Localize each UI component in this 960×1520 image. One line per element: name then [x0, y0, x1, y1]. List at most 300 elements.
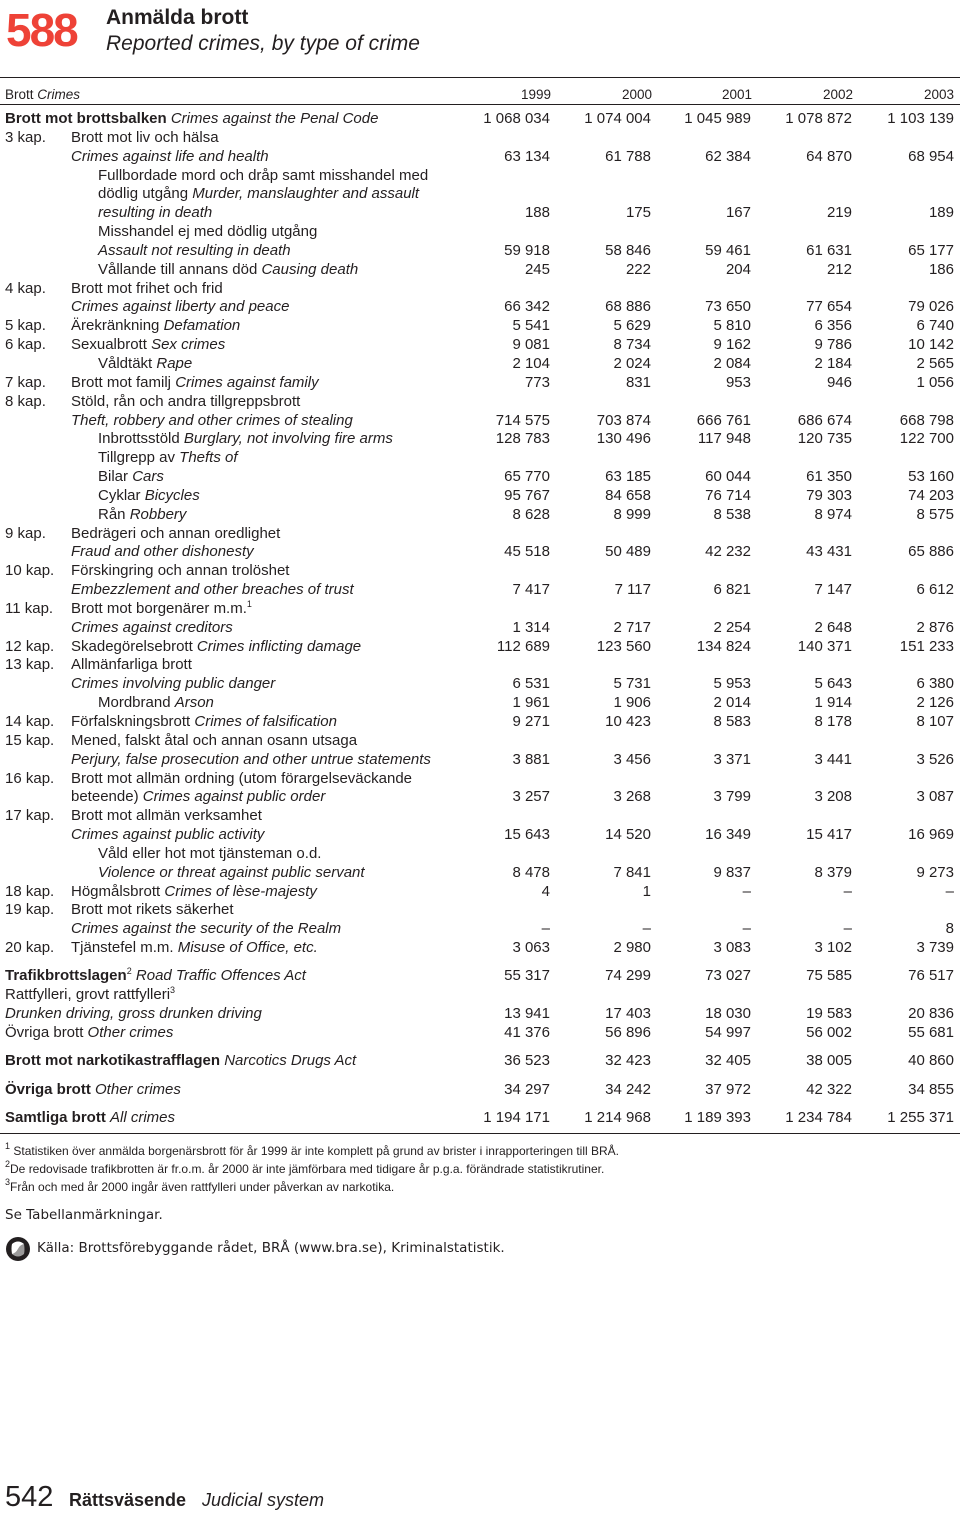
footnotes [5, 1142, 619, 1196]
value-cell: 1 074 004 [584, 110, 651, 127]
value-cell [858, 449, 960, 468]
value-cell [858, 167, 960, 186]
row-label-sv: Inbrottsstöld [98, 430, 180, 448]
row-label-en: All crimes [110, 1109, 176, 1127]
value-cell [757, 167, 858, 186]
value-cell: 4 [541, 882, 550, 900]
value-cell [757, 449, 858, 468]
row-label [0, 148, 455, 167]
chapter-number: 19 kap. [5, 901, 55, 919]
row-label-sv: beteende) [71, 788, 139, 806]
row-label-sv: Skadegörelsebrott [71, 637, 193, 655]
row-label [0, 751, 455, 770]
chapter-number: 6 kap. [5, 336, 46, 354]
value-cell: 3 371 [713, 750, 751, 768]
spacer-cell [0, 1043, 960, 1053]
value-cell [556, 807, 657, 826]
value-cell: 8 999 [613, 505, 651, 523]
value-cell: 7 147 [814, 581, 852, 599]
chapter-number: 10 kap. [5, 562, 55, 580]
row-label [0, 788, 455, 807]
table-row [0, 543, 960, 562]
value-cell [455, 185, 556, 204]
value-cell [858, 732, 960, 751]
value-cell: 53 160 [908, 468, 954, 486]
value-cell: 953 [725, 373, 751, 391]
value-cell: 175 [625, 204, 651, 222]
row-label [0, 864, 455, 883]
row-label-en: Causing death [261, 260, 359, 278]
value-cell: 668 798 [899, 411, 954, 429]
value-cell: 6 612 [916, 581, 954, 599]
value-cell [757, 901, 858, 920]
row-label-sv: Brott mot borgenärer m.m. [71, 599, 247, 617]
value-cell [657, 129, 757, 148]
value-cell: 1 194 171 [483, 1109, 550, 1127]
value-cell: 15 417 [806, 826, 852, 844]
row-label-en: Crimes against the Penal Code [170, 110, 379, 127]
value-cell: 95 767 [504, 486, 550, 504]
value-cell [455, 525, 556, 544]
value-cell: 3 441 [814, 750, 852, 768]
row-label-en: Thefts of [179, 449, 238, 467]
value-cell [657, 167, 757, 186]
value-cell: 3 456 [613, 750, 651, 768]
value-cell [858, 525, 960, 544]
value-cell: 74 203 [908, 486, 954, 504]
row-label [0, 317, 455, 336]
column-label-en: Crimes [37, 87, 81, 102]
value-cell: 63 185 [605, 468, 651, 486]
source-text: Källa: Brottsförebyggande rådet, BRÅ (www.bra.se), Kriminalstatistik. [37, 1240, 505, 1256]
table-row [0, 600, 960, 619]
value-cell: 58 846 [605, 241, 651, 259]
value-cell: 8 178 [814, 713, 852, 730]
row-label-en: Crimes against creditors [71, 618, 233, 636]
value-cell: 62 384 [705, 147, 751, 165]
table-row [0, 826, 960, 845]
value-cell: 1 068 034 [483, 110, 550, 127]
row-label-en: Embezzlement and other breaches of trust [71, 581, 354, 599]
value-cell [455, 167, 556, 186]
row-label-sv: Högmålsbrott [71, 882, 161, 900]
value-cell [858, 656, 960, 675]
value-cell: 75 585 [806, 967, 852, 985]
section-title-en: Judicial system [202, 1490, 325, 1510]
value-cell: 61 631 [806, 241, 852, 259]
row-label [0, 430, 455, 449]
value-cell: 1 078 872 [785, 110, 852, 127]
value-cell: 1 045 989 [684, 110, 751, 127]
row-label-sv: Brott mot allmän ordning (utom förargelseväckande [71, 769, 413, 787]
value-cell: 1 906 [613, 694, 651, 712]
value-cell: 40 860 [908, 1052, 954, 1070]
row-label [0, 826, 455, 845]
table-row [0, 901, 960, 920]
value-cell [556, 167, 657, 186]
value-cell: 212 [826, 260, 852, 278]
value-cell: 10 142 [908, 336, 954, 354]
value-cell: 66 342 [504, 298, 550, 316]
value-cell [657, 732, 757, 751]
table-row [0, 1005, 960, 1024]
row-label-sv: Allmänfarliga brott [71, 656, 192, 674]
value-cell: 59 918 [504, 241, 550, 259]
value-cell: 5 643 [814, 675, 852, 693]
value-cell: 1 961 [512, 694, 550, 712]
footnote-mark: 2 [5, 1159, 11, 1169]
row-label-en: Crimes against family [175, 373, 319, 391]
value-cell: 2 014 [713, 694, 751, 712]
chapter-number: 13 kap. [5, 656, 55, 674]
value-cell: 76 714 [705, 486, 751, 504]
row-label-sv: Mordbrand [98, 694, 171, 712]
table-row [0, 883, 960, 902]
value-cell [455, 129, 556, 148]
value-cell [657, 901, 757, 920]
value-cell: 64 870 [806, 147, 852, 165]
row-label [0, 298, 455, 317]
value-cell: 9 081 [512, 336, 550, 354]
value-cell [455, 656, 556, 675]
value-cell [556, 901, 657, 920]
row-label-en: Crimes involving public danger [71, 675, 276, 693]
value-cell [657, 770, 757, 789]
table-row [0, 807, 960, 826]
value-cell [556, 732, 657, 751]
row-label-sv: Brott mot frihet och frid [71, 279, 223, 297]
table-row [0, 656, 960, 675]
column-header-rule [0, 104, 960, 105]
value-cell: – [843, 882, 852, 900]
value-cell [455, 901, 556, 920]
value-cell: 686 674 [797, 411, 852, 429]
row-label [0, 581, 455, 600]
table-row [0, 562, 960, 581]
row-label-en: Other crimes [87, 1024, 174, 1041]
value-cell: 5 731 [613, 675, 651, 693]
row-label [0, 920, 455, 939]
value-cell [657, 280, 757, 299]
row-label-sv: Tjänstefel m.m. [71, 939, 174, 957]
value-cell: 8 628 [512, 505, 550, 523]
row-label-en: Murder, manslaughter and assault [192, 185, 420, 203]
value-cell: 8 974 [814, 505, 852, 523]
row-label [0, 1081, 455, 1100]
value-cell [757, 600, 858, 619]
scb-logo-icon [5, 1236, 31, 1262]
table-row [0, 713, 960, 732]
row-label [0, 336, 455, 355]
footnote-reference: 2 [126, 966, 132, 977]
value-cell: 7 417 [512, 581, 550, 599]
row-label [0, 185, 455, 204]
row-label-en: Narcotics Drugs Act [224, 1052, 357, 1070]
value-cell [858, 807, 960, 826]
value-cell [556, 770, 657, 789]
value-cell: – [742, 882, 751, 900]
table-row [0, 148, 960, 167]
footnote-text: Statistiken över anmälda borgenärsbrott för år 1999 är inte komplett på grund av brister i inrapporteringen till BRÅ. [13, 1144, 620, 1158]
row-label [0, 242, 455, 261]
value-cell: 204 [725, 260, 751, 278]
value-cell: 2 024 [613, 354, 651, 372]
value-cell: 2 565 [916, 354, 954, 372]
chapter-number: 15 kap. [5, 731, 55, 749]
table-row [0, 845, 960, 864]
value-cell: 55 317 [504, 967, 550, 985]
row-label-sv: Bedrägeri och annan oredlighet [71, 524, 281, 542]
value-cell: 56 896 [605, 1024, 651, 1041]
value-cell: 73 650 [705, 298, 751, 316]
table-row [0, 468, 960, 487]
table-row [0, 336, 960, 355]
table-row [0, 242, 960, 261]
table-row [0, 261, 960, 280]
table-bottom-rule [0, 1133, 960, 1134]
value-cell [455, 280, 556, 299]
row-label [0, 807, 455, 826]
table-row [0, 298, 960, 317]
value-cell: 8 379 [814, 863, 852, 881]
row-label [0, 1005, 455, 1024]
chapter-number: 8 kap. [5, 392, 46, 410]
row-label [0, 939, 455, 958]
value-cell: 219 [826, 204, 852, 222]
value-cell [657, 449, 757, 468]
row-label-en: Burglary, not involving fire arms [183, 430, 393, 448]
row-label-en: Assault not resulting in death [98, 241, 291, 259]
chapter-number: 14 kap. [5, 713, 55, 730]
value-cell: 3 799 [713, 788, 751, 806]
value-cell [757, 770, 858, 789]
value-cell: 34 855 [908, 1080, 954, 1098]
row-label-sv: Brott mot rikets säkerhet [71, 901, 234, 919]
table-notes-reference: Se Tabellanmärkningar. [5, 1207, 163, 1223]
value-cell: 9 786 [814, 336, 852, 354]
table-row [0, 374, 960, 393]
value-cell [556, 562, 657, 581]
value-cell: 6 356 [814, 317, 852, 335]
table-row [0, 506, 960, 525]
row-label-sv: Våld eller hot mot tjänsteman o.d. [98, 844, 322, 862]
value-cell [556, 223, 657, 242]
row-label-en: Defamation [163, 317, 241, 335]
table-row [0, 581, 960, 600]
footnote-text: De redovisade trafikbrotten är fr.o.m. år 2000 är inte jämförbara med tidigare år p.g.a. förändrade statistikrutiner. [10, 1162, 605, 1176]
value-cell [858, 562, 960, 581]
value-cell: 3 257 [512, 788, 550, 806]
column-header-year: 2000 [621, 87, 652, 102]
value-cell: 59 461 [705, 241, 751, 259]
value-cell: 122 700 [899, 430, 954, 448]
row-label-en: Crimes against public order [142, 788, 326, 806]
value-cell: 140 371 [797, 637, 852, 655]
row-label [0, 129, 455, 148]
table-row [0, 412, 960, 431]
chapter-number: 18 kap. [5, 882, 55, 900]
value-cell [657, 656, 757, 675]
value-cell [556, 449, 657, 468]
row-label-en: Crimes against liberty and peace [71, 298, 290, 316]
row-label-sv: Förskingring och annan trolöshet [71, 562, 290, 580]
row-label-en: Crimes of falsification [194, 713, 337, 730]
table-row [0, 204, 960, 223]
column-header-year: 2003 [923, 87, 954, 102]
value-cell: 54 997 [705, 1024, 751, 1041]
value-cell: 2 104 [512, 354, 550, 372]
value-cell [657, 393, 757, 412]
chapter-number: 12 kap. [5, 637, 55, 655]
row-label [0, 1052, 455, 1071]
value-cell [556, 986, 657, 1005]
value-cell [757, 986, 858, 1005]
value-cell [657, 600, 757, 619]
value-cell: 6 821 [713, 581, 751, 599]
value-cell: 41 376 [504, 1024, 550, 1041]
value-cell: 6 531 [512, 675, 550, 693]
row-label [0, 110, 455, 129]
value-cell [757, 845, 858, 864]
value-cell: 68 886 [605, 298, 651, 316]
table-row [0, 1109, 960, 1128]
value-cell: – [642, 920, 651, 938]
value-cell [657, 562, 757, 581]
value-cell: 36 523 [504, 1052, 550, 1070]
table-row [0, 675, 960, 694]
row-label [0, 261, 455, 280]
table-row [0, 751, 960, 770]
row-label [0, 374, 455, 393]
row-label-sv: Tillgrepp av [98, 449, 175, 467]
row-label [0, 355, 455, 374]
value-cell: 3 739 [916, 939, 954, 957]
value-cell: 19 583 [806, 1005, 852, 1023]
row-label-en: Crimes inflicting damage [196, 637, 362, 655]
value-cell [858, 223, 960, 242]
value-cell: 666 761 [696, 411, 751, 429]
value-cell: – [742, 920, 751, 938]
value-cell [757, 656, 858, 675]
value-cell: 3 268 [613, 788, 651, 806]
row-label [0, 967, 455, 986]
value-cell: 43 431 [806, 543, 852, 561]
row-label-sv: Brott mot liv och hälsa [71, 128, 219, 146]
value-cell: 16 349 [705, 826, 751, 844]
row-label-en: Perjury, false prosecution and other untrue statements [71, 750, 431, 768]
page-header [0, 0, 960, 70]
row-label [0, 656, 455, 675]
table-row [0, 732, 960, 751]
table-spacer-row [0, 1100, 960, 1110]
row-label-sv: Övriga brott [5, 1024, 84, 1041]
row-label [0, 600, 455, 619]
table-row [0, 487, 960, 506]
table-row [0, 638, 960, 657]
value-cell: 8 538 [713, 505, 751, 523]
value-cell: – [843, 920, 852, 938]
value-cell: 123 560 [596, 637, 651, 655]
table-row [0, 770, 960, 789]
value-cell: 2 126 [916, 694, 954, 712]
value-cell: 5 541 [512, 317, 550, 335]
value-cell: 14 520 [605, 826, 651, 844]
value-cell [657, 525, 757, 544]
value-cell [657, 185, 757, 204]
value-cell: 77 654 [806, 298, 852, 316]
row-label-en: Arson [174, 694, 214, 712]
table-row [0, 864, 960, 883]
chapter-number: 4 kap. [5, 279, 46, 297]
value-cell: 2 876 [916, 618, 954, 636]
value-cell: 65 770 [504, 468, 550, 486]
row-label-sv: Rattfylleri, grovt rattfylleri [5, 986, 171, 1004]
value-cell [455, 223, 556, 242]
row-label-sv: Bilar [98, 468, 129, 486]
value-cell [858, 901, 960, 920]
value-cell: 245 [524, 260, 550, 278]
value-cell: 17 403 [605, 1005, 651, 1023]
value-cell: 73 027 [705, 967, 751, 985]
row-label [0, 694, 455, 713]
table-row [0, 694, 960, 713]
row-label-sv: Cyklar [98, 486, 141, 504]
value-cell [556, 185, 657, 204]
value-cell [657, 845, 757, 864]
row-label-sv: Brott mot familj [71, 373, 172, 391]
spacer-cell [0, 1100, 960, 1110]
value-cell: 32 423 [605, 1052, 651, 1070]
footnote-mark: 3 [5, 1177, 11, 1187]
header-rule [0, 77, 960, 78]
row-label [0, 393, 455, 412]
row-label [0, 525, 455, 544]
value-cell: 117 948 [697, 430, 751, 448]
row-label-sv: Rån [98, 505, 126, 523]
table-row [0, 393, 960, 412]
value-cell: 60 044 [705, 468, 751, 486]
table-row [0, 1024, 960, 1043]
row-label [0, 1109, 455, 1128]
value-cell [556, 525, 657, 544]
value-cell [858, 986, 960, 1005]
row-label-en: Sex crimes [151, 336, 226, 354]
value-cell [455, 986, 556, 1005]
value-cell: 8 734 [613, 336, 651, 354]
row-label-sv: Vållande till annans död [98, 260, 258, 278]
table-row [0, 939, 960, 958]
value-cell: 167 [725, 204, 751, 222]
value-cell: 3 087 [916, 788, 954, 806]
row-label-sv: dödlig utgång [98, 185, 189, 203]
value-cell: 8 [945, 920, 954, 938]
value-cell: 1 314 [512, 618, 550, 636]
value-cell: 61 350 [806, 468, 852, 486]
value-cell: 56 002 [806, 1024, 852, 1041]
value-cell [657, 223, 757, 242]
value-cell: 2 717 [613, 618, 651, 636]
table-row [0, 525, 960, 544]
row-label-sv: Sexualbrott [71, 336, 147, 354]
table-row [0, 129, 960, 148]
value-cell: 76 517 [908, 967, 954, 985]
row-label-en: Rape [156, 354, 193, 372]
row-label [0, 562, 455, 581]
value-cell: 189 [928, 204, 954, 222]
value-cell: 112 689 [496, 637, 550, 655]
row-label [0, 506, 455, 525]
value-cell [858, 129, 960, 148]
